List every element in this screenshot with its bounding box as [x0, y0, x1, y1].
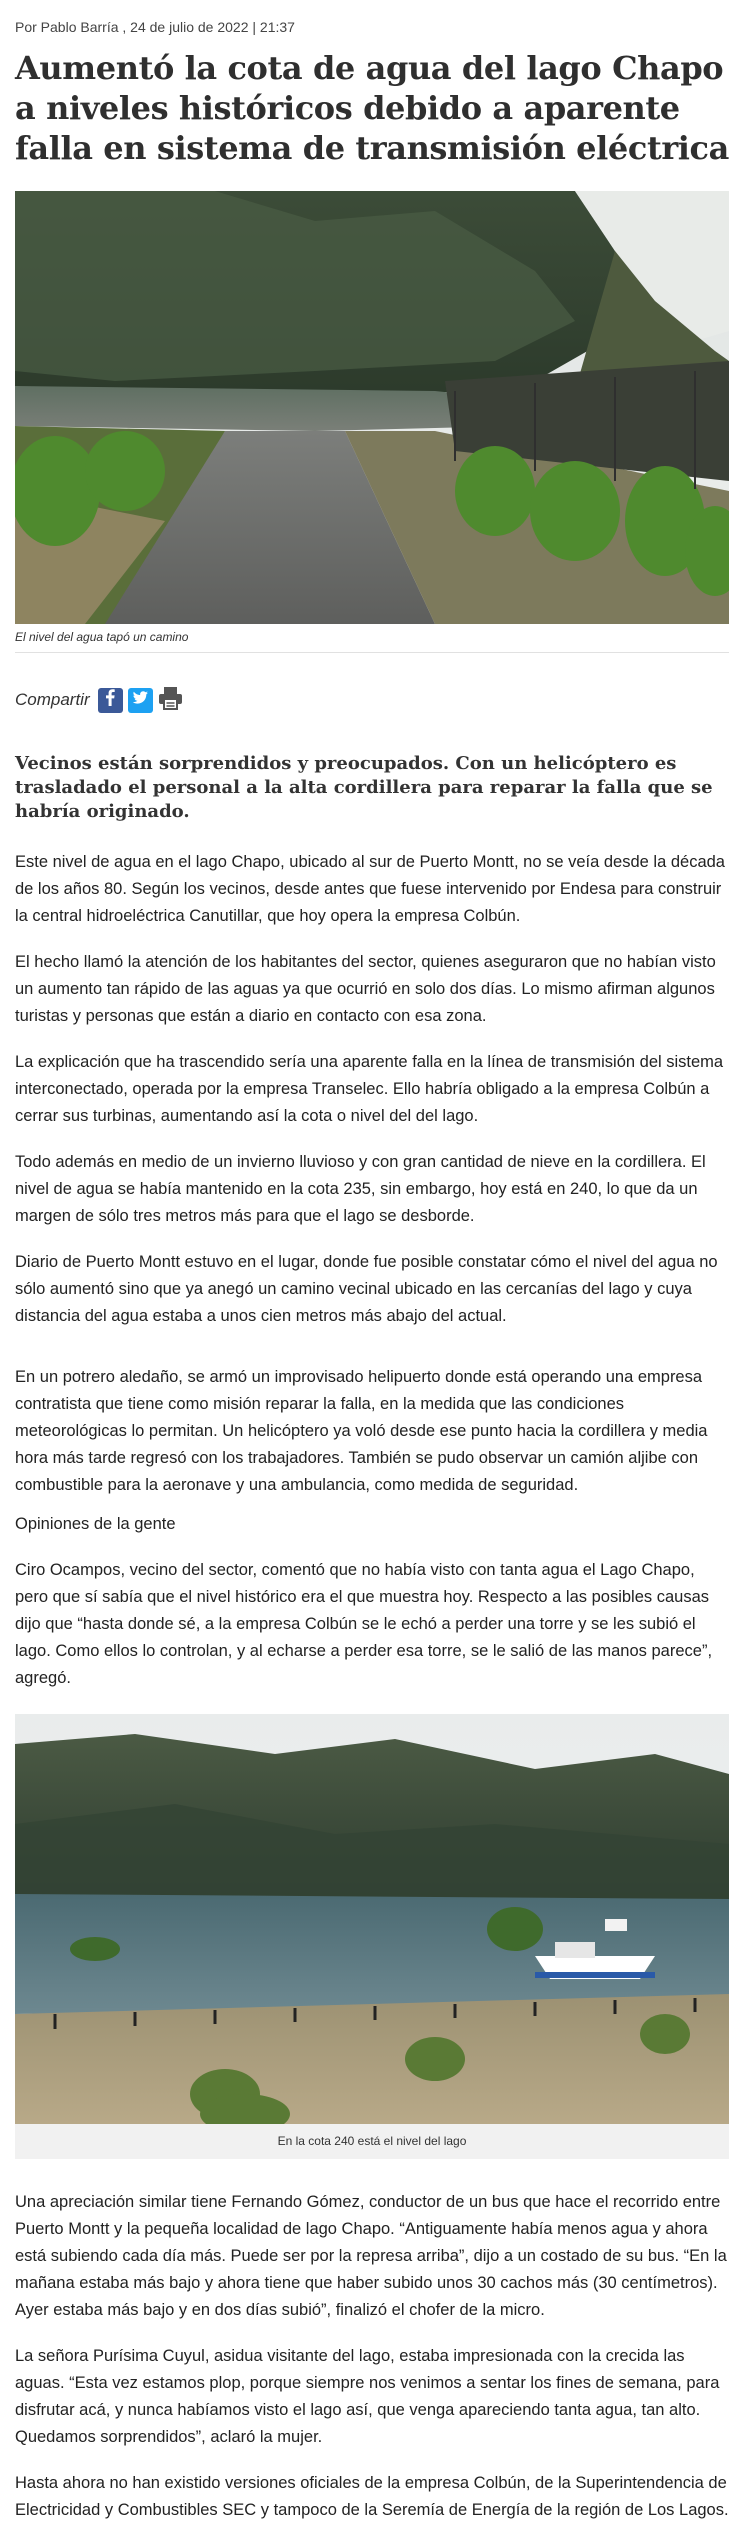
- share-bar: [15, 686, 729, 714]
- paragraph: La señora Purísima Cuyul, asidua visitante del lago, estaba impresionada con la crecida las aguas. “Esta vez estamos plop, porque siempre nos venimos a sentar los fines de semana, para disfrutar acá, y nunca habíamos visto el lago así, que venga apareciendo tanta agua, tan alto. Quedamos sorprendidos”, aclaró la mujer.: [15, 2347, 720, 2446]
- photo-lake-level: [15, 1714, 729, 2124]
- paragraph: Ciro Ocampos, vecino del sector, comentó que no había visto con tanta agua el Lago Chapo, pero que sí sabía que el nivel histórico era el que muestra hoy. Respecto a las posibles causas dijo que “hasta donde sé, a la empresa Colbún se le echó a perder una torre y se les subió el lago. Como ellos lo controlan, y al echarse a perder esa torre, se le salió de las manos parece”, agregó.: [15, 1561, 713, 1687]
- byline: Por Pablo Barría , 24 de julio de 2022 | 21:37: [15, 19, 295, 35]
- figure-caption: El nivel del agua tapó un camino: [15, 624, 729, 653]
- paragraph: El hecho llamó la atención de los habitantes del sector, quienes aseguraron que no habían visto un aumento tan rápido de las aguas ya que ocurrió en solo dos días. Lo mismo afirman algunos turistas y personas que están a diario en contacto con esa zona.: [15, 953, 716, 1025]
- print-button[interactable]: [158, 688, 183, 713]
- twitter-share-button[interactable]: [128, 688, 153, 713]
- article-lead: Vecinos están sorprendidos y preocupados. Con un helicóptero es trasladado el personal a la alta cordillera para reparar la falla que se habría originado.: [15, 753, 713, 822]
- paragraph: Diario de Puerto Montt estuvo en el lugar, donde fue posible constatar cómo el nivel del agua no sólo aumentó sino que ya anegó un camino vecinal ubicado en las cercanías del lago y cuya distancia del agua estaba a unos cien metros más abajo del actual.: [15, 1253, 718, 1325]
- twitter-icon: [128, 685, 153, 715]
- facebook-share-button[interactable]: [98, 688, 123, 713]
- paragraph: Hasta ahora no han existido versiones oficiales de la empresa Colbún, de la Superintendencia de Electricidad y Combustibles SEC y tampoco de la Seremía de Energía de la región de Los Lagos.: [15, 2474, 729, 2519]
- printer-icon: [158, 685, 183, 715]
- section-subheading: Opiniones de la gente: [15, 1515, 176, 1533]
- paragraph: Todo además en medio de un invierno lluvioso y con gran cantidad de nieve en la cordillera. El nivel de agua se había mantenido en la cota 235, sin embargo, hoy está en 240, lo que da un margen de sólo tres metros más para que el lago se desborde.: [15, 1153, 706, 1225]
- paragraph: La explicación que ha trascendido sería una aparente falla en la línea de transmisión del sistema interconectado, operada por la empresa Transelec. Ello habría obligado a la empresa Colbún a cerrar sus turbinas, aumentando así la cota o nivel del del lago.: [15, 1053, 724, 1125]
- share-label: Compartir: [15, 690, 90, 709]
- article-title: Aumentó la cota de agua del lago Chapo a niveles históricos debido a aparente falla en sistema de transmisión eléctrica: [15, 49, 729, 167]
- facebook-icon: [98, 685, 123, 715]
- figure-caption: En la cota 240 está el nivel del lago: [15, 2124, 729, 2159]
- paragraph: En un potrero aledaño, se armó un improvisado helipuerto donde está operando una empresa contratista que tiene como misión reparar la falla, en la medida que las condiciones meteorológicas lo permitan. Un helicóptero ya voló desde ese punto hacia la cordillera y media hora más tarde regresó con los trabajadores. También se pudo observar un camión aljibe con combustible para la aeronave y una ambulancia, como medida de seguridad.: [15, 1368, 708, 1494]
- photo-flooded-road: [15, 191, 729, 624]
- paragraph: Una apreciación similar tiene Fernando Gómez, conductor de un bus que hace el recorrido entre Puerto Montt y la pequeña localidad de lago Chapo. “Antiguamente había menos agua y ahora está subiendo cada día más. Puede ser por la represa arriba”, dijo a un costado de su bus. “En la mañana estaba más bajo y ahora tiene que haber subido unos 30 cachos más (30 centímetros). Ayer estaba más bajo y en dos días subió”, finalizó el chofer de la micro.: [15, 2193, 727, 2319]
- paragraph: Este nivel de agua en el lago Chapo, ubicado al sur de Puerto Montt, no se veía desde la década de los años 80. Según los vecinos, desde antes que fuese intervenido por Endesa para construir la central hidroeléctrica Canutillar, que hoy opera la empresa Colbún.: [15, 853, 725, 925]
- figure-lake-level: [15, 1714, 729, 2159]
- figure-flooded-road: [15, 191, 729, 653]
